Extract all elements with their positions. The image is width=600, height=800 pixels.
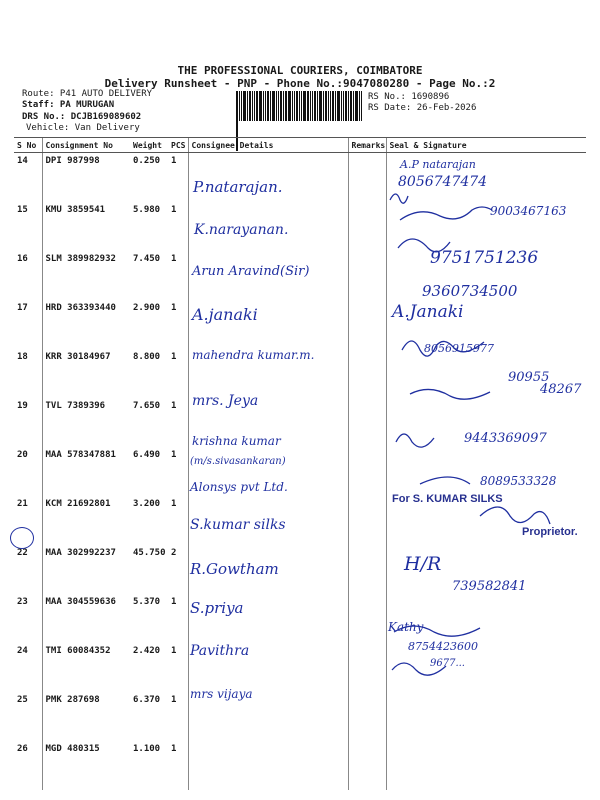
barcode-bar bbox=[310, 91, 311, 121]
sno-cell: 24 bbox=[17, 646, 28, 656]
signature-stroke bbox=[392, 663, 446, 675]
drs-number: DRS No.: DCJB169089602 bbox=[22, 112, 142, 122]
handwritten-phone: 9003467163 bbox=[490, 204, 567, 218]
table-header-row bbox=[14, 138, 586, 153]
pcs-cell: 1 bbox=[171, 205, 177, 215]
barcode-bar bbox=[252, 91, 253, 121]
handwritten-phone: 90955 bbox=[508, 370, 550, 385]
consignment-cell: KRR 30184967 bbox=[42, 349, 130, 398]
sno-cell: 18 bbox=[17, 352, 28, 362]
sno-cell: 14 bbox=[17, 156, 28, 166]
barcode-bar bbox=[263, 91, 264, 121]
route: Route: P41 AUTO DELIVERY bbox=[22, 89, 153, 99]
barcode-bar bbox=[317, 91, 318, 121]
table-row bbox=[14, 741, 586, 790]
barcode-bar bbox=[319, 91, 322, 121]
weight-cell: 0.250 bbox=[133, 156, 161, 166]
barcode-bar bbox=[249, 91, 251, 121]
barcode-bar bbox=[328, 91, 329, 121]
barcode-bar bbox=[276, 91, 277, 121]
col-signature: Seal & Signature bbox=[386, 138, 586, 153]
handwritten-consignee: mrs vijaya bbox=[190, 687, 253, 701]
barcode-bar bbox=[312, 91, 313, 121]
sno-cell: 26 bbox=[17, 744, 28, 754]
pcs-cell: 1 bbox=[171, 254, 177, 264]
col-remarks: Remarks bbox=[348, 138, 386, 153]
pcs-cell: 1 bbox=[171, 401, 177, 411]
handwritten-consignee: S.kumar silks bbox=[190, 517, 286, 533]
handwritten-signature: Kathy bbox=[388, 620, 424, 634]
sno-cell: 23 bbox=[17, 597, 28, 607]
pcs-cell: 1 bbox=[171, 499, 177, 509]
stamp-company: For S. KUMAR SILKS bbox=[392, 493, 503, 505]
consignment-cell: KCM 21692801 bbox=[42, 496, 130, 545]
handwritten-phone: 48267 bbox=[540, 382, 582, 397]
consignment-cell: DPI 987998 bbox=[42, 153, 130, 203]
pcs-cell: 1 bbox=[171, 352, 177, 362]
signature-stroke bbox=[480, 507, 550, 524]
barcode-bar bbox=[288, 91, 291, 121]
barcode-bar bbox=[361, 91, 362, 121]
vehicle: Vehicle: Van Delivery bbox=[26, 123, 140, 133]
barcode-bar bbox=[294, 91, 295, 121]
handwritten-consignee: Pavithra bbox=[190, 643, 250, 659]
handwritten-phone: 739582841 bbox=[452, 579, 527, 594]
handwritten-consignee: mrs. Jeya bbox=[192, 393, 259, 409]
barcode-bar bbox=[301, 91, 302, 121]
signature-stroke bbox=[390, 194, 408, 203]
weight-cell: 2.900 bbox=[133, 303, 161, 313]
handwritten-phone: 9443369097 bbox=[464, 431, 547, 446]
barcode-bar bbox=[348, 91, 349, 121]
sno-cell: 20 bbox=[17, 450, 28, 460]
stamp-proprietor: Proprietor. bbox=[522, 526, 578, 538]
barcode-bar bbox=[278, 91, 279, 121]
consignment-cell: MGD 480315 bbox=[42, 741, 130, 790]
staff: Staff: PA MURUGAN bbox=[22, 100, 115, 110]
signature-stroke bbox=[420, 477, 470, 484]
weight-cell: 6.490 bbox=[133, 450, 161, 460]
sno-cell: 17 bbox=[17, 303, 28, 313]
weight-cell: 2.420 bbox=[133, 646, 161, 656]
weight-cell: 3.200 bbox=[133, 499, 161, 509]
handwritten-phone: 9751751236 bbox=[430, 248, 539, 268]
handwritten-consignee: K.narayanan. bbox=[194, 222, 289, 238]
barcode-bar bbox=[236, 91, 238, 121]
weight-cell: 7.450 bbox=[133, 254, 161, 264]
pcs-cell: 1 bbox=[171, 156, 177, 166]
handwritten-consignee: krishna kumar bbox=[192, 434, 281, 448]
barcode-bar bbox=[355, 91, 358, 121]
barcode-bar bbox=[259, 91, 262, 121]
handwritten-consignee: mahendra kumar.m. bbox=[192, 348, 315, 362]
barcode-bar bbox=[270, 91, 271, 121]
barcode-bar bbox=[285, 91, 287, 121]
weight-cell: 45.750 bbox=[133, 548, 166, 558]
sno-cell: 21 bbox=[17, 499, 28, 509]
weight-cell: 8.800 bbox=[133, 352, 161, 362]
handwritten-consignee: P.natarajan. bbox=[193, 178, 283, 196]
col-weight: Weight bbox=[130, 138, 168, 153]
sno-cell: 19 bbox=[17, 401, 28, 411]
consignment-cell: KMU 3859541 bbox=[42, 202, 130, 251]
weight-cell: 1.100 bbox=[133, 744, 161, 754]
weight-cell: 7.650 bbox=[133, 401, 161, 411]
barcode-bar bbox=[267, 91, 269, 121]
signature-stroke bbox=[396, 434, 434, 447]
barcode-bar bbox=[335, 91, 336, 121]
consignment-cell: TVL 7389396 bbox=[42, 398, 130, 447]
rs-number: RS No.: 1690896 bbox=[368, 92, 450, 102]
pcs-cell: 2 bbox=[171, 548, 177, 558]
pcs-cell: 1 bbox=[171, 744, 177, 754]
consignment-cell: MAA 302992237 bbox=[42, 545, 130, 594]
barcode-bar bbox=[283, 91, 284, 121]
sno-cell: 16 bbox=[17, 254, 28, 264]
sno-cell: 22 bbox=[17, 548, 28, 558]
handwritten-signature: A.P natarajan bbox=[400, 158, 476, 171]
signature-stroke bbox=[410, 389, 490, 399]
handwritten-signature: A.Janaki bbox=[392, 302, 464, 322]
barcode-bar bbox=[353, 91, 354, 121]
consignment-cell: PMK 287698 bbox=[42, 692, 130, 741]
col-pcs: PCS bbox=[168, 138, 188, 153]
consignee-cell bbox=[188, 741, 348, 790]
handwritten-phone: 8056915977 bbox=[424, 342, 494, 355]
barcode-bar bbox=[239, 91, 240, 121]
handwritten-consignee: (m/s.sivasankaran) bbox=[190, 456, 286, 467]
handwritten-consignee: R.Gowtham bbox=[190, 560, 279, 578]
handwritten-phone: 8056747474 bbox=[398, 174, 488, 190]
pcs-cell: 1 bbox=[171, 303, 177, 313]
barcode-bar bbox=[243, 91, 246, 121]
barcode-bar bbox=[314, 91, 316, 121]
consignment-cell: HRD 363393440 bbox=[42, 300, 130, 349]
barcode-bar bbox=[323, 91, 324, 121]
sno-cell: 25 bbox=[17, 695, 28, 705]
consignment-cell: MAA 578347881 bbox=[42, 447, 130, 496]
signature-stroke bbox=[394, 626, 480, 636]
barcode-bar bbox=[296, 91, 298, 121]
handwritten-consignee: S.priya bbox=[190, 599, 244, 617]
signature-scribbles bbox=[380, 160, 590, 700]
barcode-bar bbox=[359, 91, 360, 121]
barcode-bar bbox=[292, 91, 293, 121]
company-name: THE PROFESSIONAL COURIERS, COIMBATORE bbox=[177, 64, 423, 77]
barcode-bar bbox=[265, 91, 266, 121]
sno-cell: 15 bbox=[17, 205, 28, 215]
consignment-cell: TMI 60084352 bbox=[42, 643, 130, 692]
signature-stroke bbox=[400, 207, 492, 220]
barcode-bar bbox=[337, 91, 340, 121]
barcode-bar bbox=[330, 91, 331, 121]
signature-cell bbox=[386, 741, 586, 790]
col-sno: S No bbox=[14, 138, 42, 153]
barcode bbox=[236, 91, 364, 121]
weight-cell: 5.370 bbox=[133, 597, 161, 607]
barcode-bar bbox=[280, 91, 282, 121]
barcode-bar bbox=[332, 91, 334, 121]
barcode-bar bbox=[254, 91, 255, 121]
handwritten-phone: 8754423600 bbox=[408, 640, 478, 653]
col-consignment: Consignment No bbox=[42, 138, 130, 153]
barcode-bar bbox=[350, 91, 352, 121]
pcs-cell: 1 bbox=[171, 646, 177, 656]
pcs-cell: 1 bbox=[171, 450, 177, 460]
barcode-bar bbox=[256, 91, 258, 121]
barcode-bar bbox=[299, 91, 300, 121]
weight-cell: 5.980 bbox=[133, 205, 161, 215]
consignment-cell: MAA 304559636 bbox=[42, 594, 130, 643]
weight-cell: 6.370 bbox=[133, 695, 161, 705]
barcode-bar bbox=[303, 91, 306, 121]
barcode-bar bbox=[343, 91, 344, 121]
handwritten-consignee: Alonsys pvt Ltd. bbox=[190, 480, 288, 494]
pcs-cell: 1 bbox=[171, 695, 177, 705]
rs-date: RS Date: 26-Feb-2026 bbox=[368, 103, 477, 113]
barcode-bar bbox=[307, 91, 309, 121]
handwritten-consignee: Arun Aravind(Sir) bbox=[192, 264, 310, 279]
handwritten-phone: 8089533328 bbox=[480, 474, 557, 488]
handwritten-phone: 9677... bbox=[430, 658, 465, 669]
handwritten-consignee: A.janaki bbox=[192, 305, 258, 324]
barcode-bar bbox=[241, 91, 242, 121]
remarks-cell bbox=[348, 741, 386, 790]
barcode-bar bbox=[272, 91, 275, 121]
barcode-bar bbox=[247, 91, 248, 121]
col-consignee: Consignee Details bbox=[188, 138, 348, 153]
barcode-bar bbox=[341, 91, 342, 121]
signature-stroke bbox=[398, 239, 450, 252]
handwritten-phone: 9360734500 bbox=[422, 282, 518, 300]
barcode-bar bbox=[345, 91, 347, 121]
consignment-cell: SLM 389982932 bbox=[42, 251, 130, 300]
barcode-bar bbox=[325, 91, 327, 121]
handwritten-remark: H/R bbox=[404, 553, 442, 575]
runsheet-title: Delivery Runsheet - PNP - Phone No.:9047080280 - Page No.:2 bbox=[104, 77, 496, 90]
row-23-circle-mark bbox=[10, 527, 34, 549]
signature-stroke bbox=[402, 341, 484, 356]
pcs-cell: 1 bbox=[171, 597, 177, 607]
